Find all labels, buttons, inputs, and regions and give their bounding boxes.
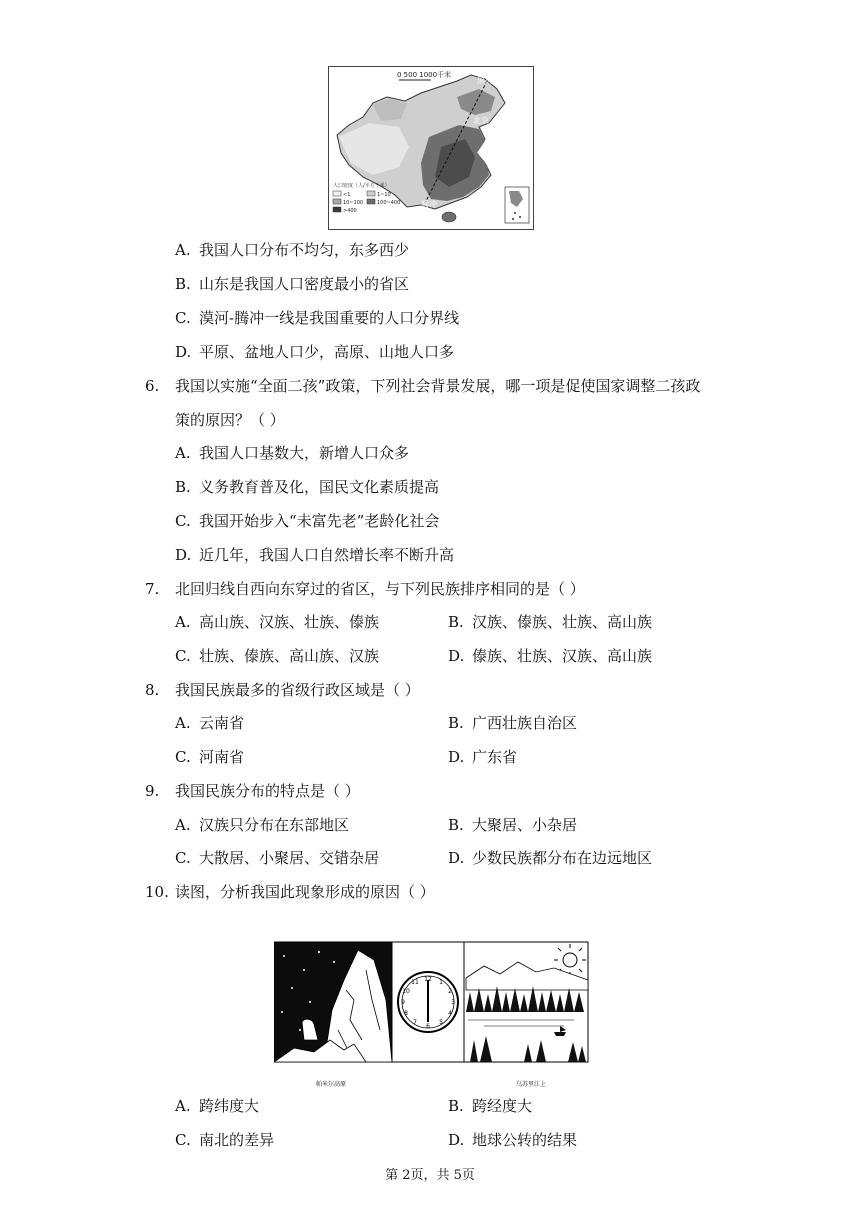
option-text: 壮族、傣族、高山族、汉族 <box>199 647 380 665</box>
option-letter: B. <box>448 613 464 631</box>
q10-stem <box>145 882 435 902</box>
option-text: 地球公转的结果 <box>472 1131 578 1149</box>
option-text: 我国开始步入“未富先老”老龄化社会 <box>199 512 440 530</box>
legend-item-2: 1~10 <box>377 192 391 198</box>
legend-item-3: 10~100 <box>343 200 364 206</box>
option-text: 广东省 <box>472 748 518 766</box>
svg-text:11: 11 <box>411 979 419 986</box>
option-text: 我国人口分布不均匀，东多西少 <box>199 241 410 259</box>
option-letter: D. <box>175 343 192 361</box>
option-text: 漠河-腾冲一线是我国重要的人口分界线 <box>199 309 460 327</box>
option-letter: D. <box>175 546 192 564</box>
option-text: 高山族、汉族、壮族、傣族 <box>199 613 380 631</box>
option-text: 山东是我国人口密度最小的省区 <box>199 275 410 293</box>
question-stem: 北回归线自西向东穿过的省区，与下列民族排序相同的是（ ） <box>175 580 585 598</box>
option-letter: A. <box>175 613 191 631</box>
option-letter: C. <box>175 849 191 867</box>
q9-option-b[interactable] <box>448 815 577 835</box>
q7-option-d[interactable] <box>448 646 652 666</box>
q6-option-c[interactable] <box>175 511 439 531</box>
option-letter: D. <box>448 647 465 665</box>
q10-option-d[interactable] <box>448 1130 577 1150</box>
svg-text:6: 6 <box>426 1023 430 1030</box>
q5-option-a[interactable] <box>175 240 409 260</box>
time-zone-illustration <box>274 940 590 1064</box>
legend-item-5: >400 <box>343 208 357 214</box>
q6-stem-line2: 策的原因？（ ） <box>175 411 285 429</box>
map-scale-text: 0 500 1000千米 <box>397 71 452 79</box>
q8-stem <box>145 680 420 700</box>
q6-option-d[interactable] <box>175 545 454 565</box>
china-map-graphic <box>329 67 533 229</box>
option-text: 义务教育普及化，国民文化素质提高 <box>199 478 440 496</box>
option-text: 汉族只分布在东部地区 <box>199 816 350 834</box>
option-letter: C. <box>175 512 191 530</box>
option-text: 大聚居、小杂居 <box>472 816 578 834</box>
caption-left: 帕米尔高原 <box>316 1081 347 1088</box>
question-stem: 我国民族最多的省级行政区域是（ ） <box>175 681 420 699</box>
option-text: 跨经度大 <box>472 1097 533 1115</box>
option-text: 我国人口基数大，新增人口众多 <box>199 444 410 462</box>
q10-option-c[interactable] <box>175 1130 274 1150</box>
svg-text:4: 4 <box>448 1010 452 1017</box>
q8-option-c[interactable] <box>175 747 244 767</box>
map-label-north: 黑河 <box>477 76 493 85</box>
svg-text:10: 10 <box>402 988 410 995</box>
population-density-map <box>328 66 534 230</box>
option-letter: A. <box>175 444 191 462</box>
svg-text:8: 8 <box>404 1010 408 1017</box>
option-text: 广西壮族自治区 <box>472 714 578 732</box>
q10-option-a[interactable] <box>175 1096 259 1116</box>
option-letter: C. <box>175 647 191 665</box>
q10-option-b[interactable] <box>448 1096 532 1116</box>
svg-text:5: 5 <box>439 1019 443 1026</box>
q6-option-a[interactable] <box>175 443 409 463</box>
option-letter: D. <box>448 849 465 867</box>
question-number: 9. <box>145 782 160 800</box>
svg-text:3: 3 <box>451 999 455 1006</box>
legend-item-1: <1 <box>343 192 351 198</box>
option-letter: B. <box>448 816 464 834</box>
question-number: 6. <box>145 377 160 395</box>
option-text: 南北的差异 <box>199 1131 275 1149</box>
question-stem: 我国以实施“全面二孩”政策，下列社会背景发展，哪一项是促使国家调整二孩政 <box>175 377 701 395</box>
q6-stem-line1 <box>145 376 700 396</box>
q5-option-d[interactable] <box>175 342 454 362</box>
q7-option-b[interactable] <box>448 612 652 632</box>
q5-option-b[interactable] <box>175 274 409 294</box>
option-letter: A. <box>175 1097 191 1115</box>
q5-option-c[interactable] <box>175 308 459 328</box>
svg-text:9: 9 <box>401 999 405 1006</box>
clock-icon <box>398 972 458 1032</box>
q9-option-d[interactable] <box>448 848 652 868</box>
question-number: 8. <box>145 681 160 699</box>
q9-option-c[interactable] <box>175 848 379 868</box>
question-number: 7. <box>145 580 160 598</box>
q9-option-a[interactable] <box>175 815 349 835</box>
svg-text:7: 7 <box>413 1019 417 1026</box>
legend-title: 人口密度（人/平方千米） <box>333 183 390 189</box>
option-letter: C. <box>175 748 191 766</box>
option-letter: B. <box>175 478 191 496</box>
option-letter: B. <box>175 275 191 293</box>
option-text: 平原、盆地人口少，高原、山地人口多 <box>199 343 455 361</box>
q8-option-d[interactable] <box>448 747 517 767</box>
option-text: 汉族、傣族、壮族、高山族 <box>472 613 653 631</box>
q9-stem <box>145 781 360 801</box>
legend-item-4: 100~400 <box>377 200 401 206</box>
question-stem: 读图，分析我国此现象形成的原因（ ） <box>175 883 435 901</box>
option-letter: C. <box>175 309 191 327</box>
map-label-south: 腾冲 <box>421 200 437 209</box>
option-letter: B. <box>448 1097 464 1115</box>
option-text: 近几年，我国人口自然增长率不断升高 <box>199 546 455 564</box>
q7-stem <box>145 579 585 599</box>
svg-text:12: 12 <box>424 976 432 983</box>
option-letter: A. <box>175 816 191 834</box>
caption-right: 乌苏里江上 <box>516 1081 547 1088</box>
option-letter: D. <box>448 1131 465 1149</box>
question-number: 10. <box>145 883 169 901</box>
page-footer: 第 2页，共 5页 <box>385 1168 475 1183</box>
q8-option-b[interactable] <box>448 713 577 733</box>
option-text: 云南省 <box>199 714 245 732</box>
q8-option-a[interactable] <box>175 713 244 733</box>
q7-option-c[interactable] <box>175 646 379 666</box>
option-letter: C. <box>175 1131 191 1149</box>
q6-option-b[interactable] <box>175 477 439 497</box>
question-stem: 我国民族分布的特点是（ ） <box>175 782 360 800</box>
option-letter: A. <box>175 241 191 259</box>
option-text: 河南省 <box>199 748 245 766</box>
svg-text:2: 2 <box>448 988 452 995</box>
map-label-middle: 北京 <box>473 116 489 125</box>
svg-text:1: 1 <box>439 979 443 986</box>
option-letter: B. <box>448 714 464 732</box>
option-text: 大散居、小聚居、交错杂居 <box>199 849 380 867</box>
option-text: 少数民族都分布在边远地区 <box>472 849 653 867</box>
option-letter: D. <box>448 748 465 766</box>
option-letter: A. <box>175 714 191 732</box>
option-text: 傣族、壮族、汉族、高山族 <box>472 647 653 665</box>
option-text: 跨纬度大 <box>199 1097 260 1115</box>
q7-option-a[interactable] <box>175 612 379 632</box>
